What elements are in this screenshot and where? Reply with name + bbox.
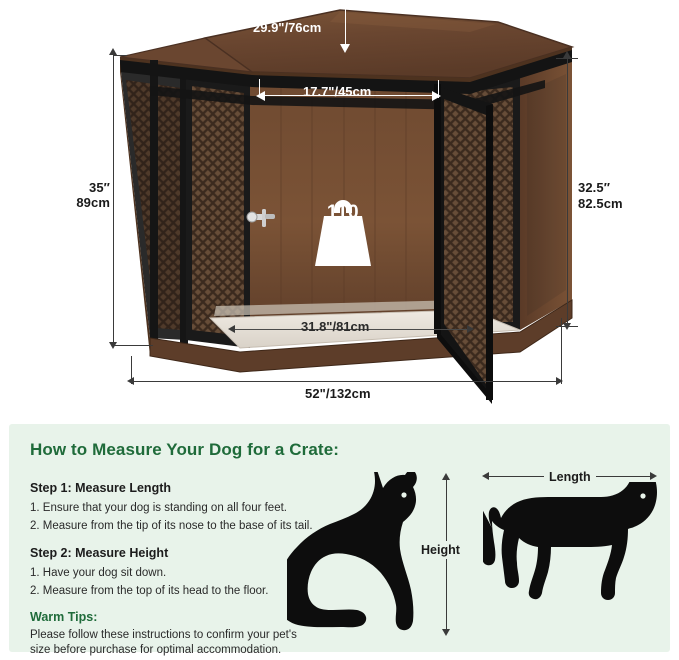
left-height-dim-line bbox=[113, 55, 114, 345]
height-arrow-up bbox=[442, 473, 450, 480]
weight-value: 110 bbox=[326, 202, 360, 223]
right-height-dim-line bbox=[567, 58, 568, 326]
inner-width-dimension-label: 31.8"/81cm bbox=[301, 319, 370, 334]
left-height-tick-bottom bbox=[113, 345, 153, 346]
warm-tips-line-2: size before purchase for optimal accommodation. bbox=[30, 644, 282, 656]
door-width-ext-right bbox=[438, 80, 439, 98]
warm-tips-heading: Warm Tips: bbox=[30, 610, 98, 624]
door-width-dimension-label: 17.7"/45cm bbox=[303, 84, 372, 99]
weight-unit: LB bbox=[335, 222, 351, 234]
right-height-tick-top bbox=[556, 58, 578, 59]
step2-heading: Step 2: Measure Height bbox=[30, 546, 169, 560]
step1-heading: Step 1: Measure Length bbox=[30, 481, 171, 495]
right-height-arrow-up bbox=[563, 51, 571, 58]
inner-width-arrow-right bbox=[467, 325, 474, 333]
door-width-arrow-left bbox=[256, 91, 265, 101]
depth-dim-line bbox=[345, 8, 346, 48]
height-label: Height bbox=[418, 541, 463, 559]
length-label: Length bbox=[544, 468, 596, 486]
step2-line-2: 2. Measure from the top of its head to the floor. bbox=[30, 585, 269, 597]
right-height-value-in: 32.5″ bbox=[578, 180, 611, 195]
length-arrow-left bbox=[482, 472, 489, 480]
door-width-arrow-right bbox=[432, 91, 441, 101]
height-arrow-down bbox=[442, 629, 450, 636]
depth-arrow-down bbox=[340, 44, 350, 53]
left-height-tick-top bbox=[113, 55, 127, 56]
warm-tips-line-1: Please follow these instructions to confirm your pet's bbox=[30, 629, 297, 641]
length-arrow-right bbox=[650, 472, 657, 480]
step1-line-1: 1. Ensure that your dog is standing on all four feet. bbox=[30, 502, 287, 514]
depth-dimension-label: 29.9"/76cm bbox=[253, 20, 322, 35]
step1-line-2: 2. Measure from the tip of its nose to the base of its tail. bbox=[30, 520, 313, 532]
overall-width-dim-line bbox=[131, 381, 561, 382]
right-height-value-cm: 82.5cm bbox=[578, 196, 623, 211]
right-height-tick-bottom bbox=[556, 326, 578, 327]
overall-width-dimension-label: 52"/132cm bbox=[305, 386, 371, 401]
weight-capacity-badge bbox=[319, 203, 367, 265]
overall-width-ext-right bbox=[561, 318, 562, 384]
inner-width-arrow-left bbox=[228, 325, 235, 333]
left-height-value-cm: 89cm bbox=[76, 195, 110, 210]
measure-guide-panel bbox=[9, 424, 670, 656]
door-width-ext-left bbox=[259, 79, 260, 97]
left-height-value-in: 35″ bbox=[89, 180, 110, 195]
standing-dog-silhouette bbox=[483, 482, 663, 622]
left-height-arrow-up bbox=[109, 48, 117, 55]
measure-guide-title: How to Measure Your Dog for a Crate: bbox=[30, 440, 340, 459]
step2-line-1: 1. Have your dog sit down. bbox=[30, 567, 167, 579]
overall-width-ext-left bbox=[131, 356, 132, 384]
